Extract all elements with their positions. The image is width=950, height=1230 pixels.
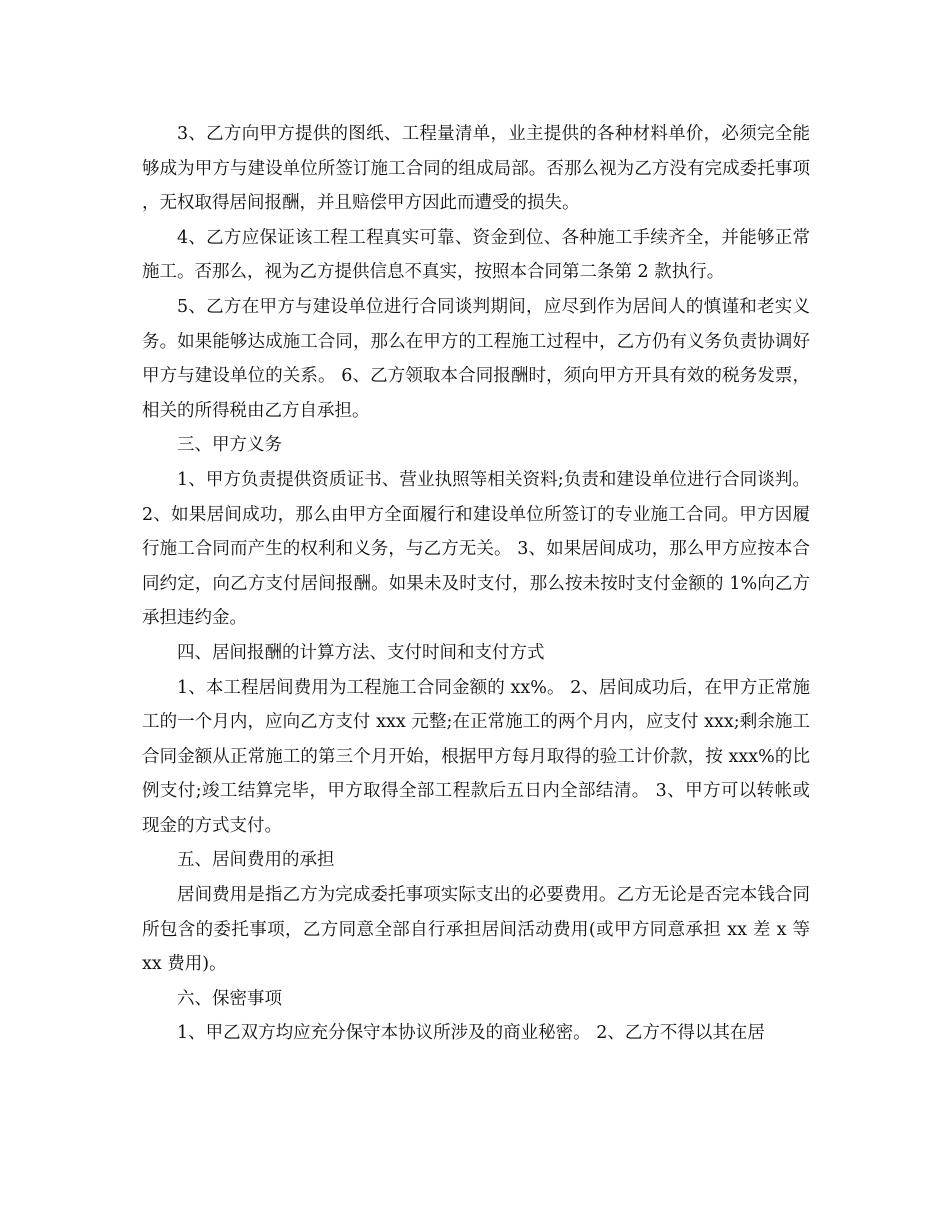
clause-5-paragraph: 5、乙方在甲方与建设单位进行合同谈判期间，应尽到作为居间人的慎谨和老实义务。如果能够达成施工合同，那么在甲方的工程施工过程中，乙方仍有义务负责协调好甲方与建设单位的关系。 6、乙方领取本合同报酬时，须向甲方开具有效的税务发票，相关的所得税由乙方自承担。 <box>142 296 810 421</box>
party-a-obligations-paragraph: 1、甲方负责提供资质证书、营业执照等相关资料;负责和建设单位进行合同谈判。 2、如果居间成功，那么由甲方全面履行和建设单位所签订的专业施工合同。甲方因履行施工合同而产生的权利和义务，与乙方无关。 3、如果居间成功，那么甲方应按本合同约定，向乙方支付居间报酬。如果未及时支付，那么按未按时支付金额的 1%向乙方承担违约金。 <box>142 469 810 629</box>
section-heading-commission-payment: 四、居间报酬的计算方法、支付时间和支付方式 <box>177 642 545 663</box>
expense-bearing-paragraph: 居间费用是指乙方为完成委托事项实际支出的必要费用。乙方无论是否完本钱合同所包含的委托事项，乙方同意全部自行承担居间活动费用(或甲方同意承担 xx 差 x 等 xx 费用)。 <box>142 885 810 975</box>
document-page <box>142 117 810 1051</box>
commission-payment-paragraph: 1、本工程居间费用为工程施工合同金额的 xx%。 2、居间成功后，在甲方正常施工的一个月内，应向乙方支付 xxx 元整;在正常施工的两个月内，应支付 xxx;剩余施工合同金额从正常施工的第三个月开始，根据甲方每月取得的验工计价款，按 xxx%的比例支付;竣工结算完毕，甲方取得全部工程款后五日内全部结清。 3、甲方可以转帐或现金的方式支付。 <box>142 677 810 836</box>
section-heading-expense-bearing: 五、居间费用的承担 <box>177 850 335 871</box>
section-heading-confidentiality: 六、保密事项 <box>177 988 282 1009</box>
section-heading-party-a-obligations: 三、甲方义务 <box>177 435 282 456</box>
confidentiality-paragraph: 1、甲乙双方均应充分保守本协议所涉及的商业秘密。 2、乙方不得以其在居 <box>177 1023 765 1044</box>
clause-4-paragraph: 4、乙方应保证该工程工程真实可靠、资金到位、各种施工手续齐全，并能够正常施工。否那么，视为乙方提供信息不真实，按照本合同第二条第 2 款执行。 <box>142 227 810 283</box>
clause-3-paragraph: 3、乙方向甲方提供的图纸、工程量清单，业主提供的各种材料单价，必须完全能够成为甲方与建设单位所签订施工合同的组成局部。否那么视为乙方没有完成委托事项，无权取得居间报酬，并且赔偿甲方因此而遭受的损失。 <box>142 124 810 214</box>
